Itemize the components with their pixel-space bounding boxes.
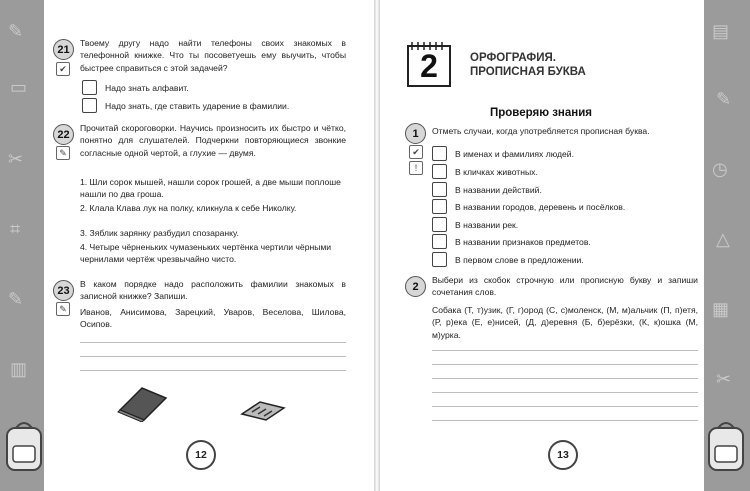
task-number-23: 23	[53, 280, 74, 301]
task22-text: Прочитай скороговорки. Научись произносить их быстро и чётко, понятно для слушателей. Подчеркни повторяющиеся звонкие согласные одной чертой, а глухие — двумя.	[80, 123, 346, 158]
doodle-icon: ▭	[10, 77, 28, 97]
task1-option[interactable]	[432, 217, 518, 232]
option-label: В названии действий.	[455, 184, 542, 195]
task23-text: В каком порядке надо расположить фамилии знакомых в записной книжке? Запиши.	[80, 279, 346, 302]
book-gutter	[374, 0, 380, 491]
task21-text: Твоему другу надо найти телефоны своих знакомых в телефонной книжке. Что ты посоветуешь ему выучить, чтобы быстрее справиться с этой задачей?	[80, 38, 346, 73]
checkbox[interactable]	[432, 164, 447, 179]
doodle-icon: ✂	[716, 369, 732, 389]
tongue-twister-item: 1. Шли сорок мышей, нашли сорок грошей, а две мыши поплоше нашли по два гроша.	[80, 177, 341, 200]
task1-option[interactable]	[432, 234, 591, 249]
doodle-icon: ✂	[8, 149, 24, 169]
task-number-22: 22	[53, 124, 74, 145]
writing-line[interactable]	[432, 364, 698, 365]
writing-line[interactable]	[432, 406, 698, 407]
task21-option[interactable]	[82, 80, 189, 95]
option-label: В названии рек.	[455, 219, 519, 230]
doodle-icon: ✎	[716, 89, 732, 109]
writing-line[interactable]	[432, 392, 698, 393]
task-number-1: 1	[405, 123, 426, 144]
task1-option[interactable]	[432, 164, 538, 179]
check-icon: ✔	[409, 145, 423, 159]
task1-text: Отметь случаи, когда употребляется прописная буква.	[432, 126, 650, 136]
check-icon: ✔	[56, 62, 70, 76]
checkbox[interactable]	[432, 199, 447, 214]
backpack-icon	[704, 418, 748, 474]
task23-names: Иванов, Анисимова, Зарецкий, Уваров, Веселова, Шилова, Осипов.	[80, 307, 346, 330]
page-number: 12	[186, 440, 216, 470]
checkbox[interactable]	[82, 80, 97, 95]
checkbox[interactable]	[432, 234, 447, 249]
writing-line[interactable]	[432, 420, 698, 421]
option-label: Надо знать, где ставить ударение в фамилии.	[105, 100, 290, 111]
task2-text: Выбери из скобок строчную или прописную букву и запиши сочетания слов.	[432, 275, 698, 298]
checkbox[interactable]	[432, 146, 447, 161]
task-number-2: 2	[405, 276, 426, 297]
doodle-icon: ⌗	[10, 219, 21, 239]
doodle-icon: ▤	[712, 21, 730, 41]
checkbox[interactable]	[432, 182, 447, 197]
task21-option[interactable]	[82, 98, 289, 113]
option-label: В названии признаков предметов.	[455, 236, 591, 247]
option-label: В именах и фамилиях людей.	[455, 148, 574, 159]
option-label: В названии городов, деревень и посёлков.	[455, 201, 626, 212]
pencil-icon: ✎	[56, 302, 70, 316]
checkbox[interactable]	[432, 252, 447, 267]
writing-line[interactable]	[80, 370, 346, 371]
task1-option[interactable]	[432, 199, 625, 214]
checkbox[interactable]	[82, 98, 97, 113]
tongue-twister-item: 3. Зяблик зарянку разбудил спозаранку.	[80, 228, 239, 238]
doodle-icon: △	[716, 229, 730, 249]
writing-line[interactable]	[432, 378, 698, 379]
doodle-icon: ▦	[712, 299, 730, 319]
task1-option[interactable]	[432, 252, 584, 267]
exclamation-icon: !	[409, 161, 423, 175]
tongue-twister-item: 4. Четыре чёрненьких чумазеньких чертёнка чертили чёрными чернилами чертёж чрезвычайно чисто.	[80, 242, 332, 265]
option-label: В кличках животных.	[455, 166, 538, 177]
task-number-21: 21	[53, 39, 74, 60]
task1-option[interactable]	[432, 146, 574, 161]
writing-line[interactable]	[80, 356, 346, 357]
page-number: 13	[548, 440, 578, 470]
doodle-icon: ◷	[712, 159, 728, 179]
doodle-icon: ✎	[8, 21, 24, 41]
checkbox[interactable]	[432, 217, 447, 232]
chapter-number: 2	[420, 47, 438, 84]
pencil-icon: ✎	[56, 146, 70, 160]
tongue-twister-item: 2. Клала Клава лук на полку, кликнула к себе Николку.	[80, 203, 297, 213]
section-title: Проверяю знания	[489, 107, 592, 119]
option-label: В первом слове в предложении.	[455, 254, 584, 265]
writing-line[interactable]	[432, 350, 698, 351]
doodle-icon: ✎	[8, 289, 24, 309]
option-label: Надо знать алфавит.	[105, 82, 189, 93]
chapter-title: ОРФОГРАФИЯ. ПРОПИСНАЯ БУКВА	[470, 52, 586, 78]
doodle-icon: ▥	[10, 359, 28, 379]
task2-words: Собака (Т, т)узик, (Г, г)ород (С, с)моленск, (М, м)альчик (П, п)етя, (Р, р)ека (Е, е)нисей, (Д, д)еревня (Б, б)ерёзки, (К, к)ошка (М, м)урка.	[432, 305, 698, 340]
task1-option[interactable]	[432, 182, 542, 197]
book-icon	[112, 382, 172, 422]
backpack-icon	[2, 418, 46, 474]
writing-line[interactable]	[80, 342, 346, 343]
calculator-icon	[238, 398, 288, 424]
